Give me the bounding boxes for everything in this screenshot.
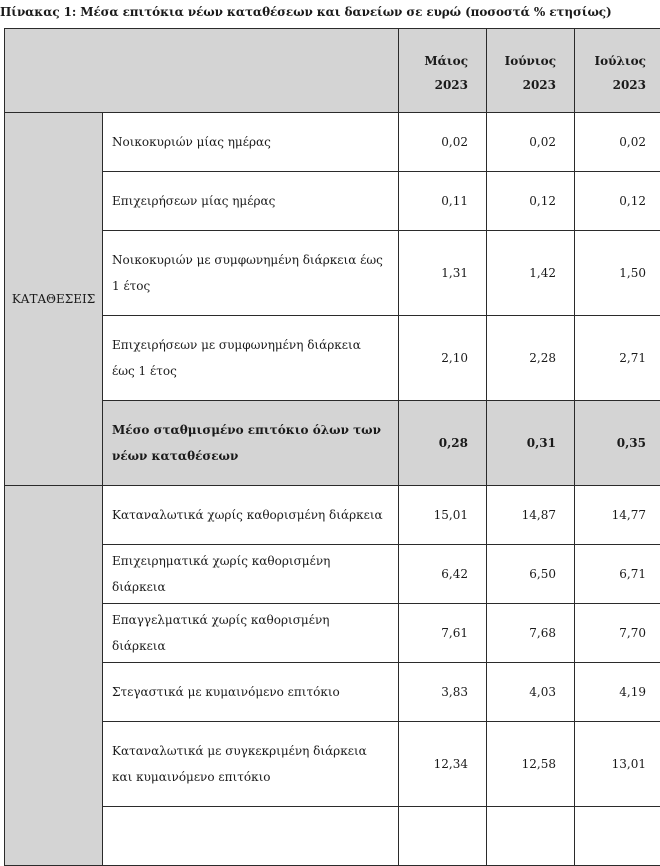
- table-row: [5, 113, 660, 172]
- value-cell: 3,83: [399, 663, 487, 722]
- section-label-deposits: ΚΑΤΑΘΕΣΕΙΣ: [5, 113, 103, 486]
- interest-rates-table: [4, 28, 660, 866]
- table-row: [5, 486, 660, 545]
- value-cell: 2,71: [575, 316, 660, 401]
- value-cell: 7,61: [399, 604, 487, 663]
- value-cell: [487, 807, 575, 866]
- value-cell: 6,50: [487, 545, 575, 604]
- value-cell: 1,50: [575, 231, 660, 316]
- table-caption: Πίνακας 1: Μέσα επιτόκια νέων καταθέσεων και δανείων σε ευρώ (ποσοστά % ετησίως): [0, 5, 660, 19]
- total-label: Μέσο σταθμισμένο επιτόκιο όλων των νέων καταθέσεων: [103, 401, 399, 486]
- row-label: Καταναλωτικά με συγκεκριμένη διάρκεια και κυμαινόμενο επιτόκιο: [103, 722, 399, 807]
- value-cell: 0,11: [399, 172, 487, 231]
- row-label: Καταναλωτικά χωρίς καθορισμένη διάρκεια: [103, 486, 399, 545]
- row-label: Στεγαστικά με κυμαινόμενο επιτόκιο: [103, 663, 399, 722]
- row-label: Επιχειρήσεων μίας ημέρας: [103, 172, 399, 231]
- table-row: [5, 231, 660, 316]
- section-label-loans: [5, 486, 103, 866]
- row-label: Νοικοκυριών μίας ημέρας: [103, 113, 399, 172]
- table-row: [5, 722, 660, 807]
- total-row: [5, 401, 660, 486]
- value-cell: 6,71: [575, 545, 660, 604]
- column-year-label: 2023: [399, 73, 468, 97]
- value-cell: 0,02: [487, 113, 575, 172]
- header-blank-cell: [5, 29, 399, 113]
- table-row: [5, 316, 660, 401]
- value-cell: 4,19: [575, 663, 660, 722]
- value-cell: 2,28: [487, 316, 575, 401]
- value-cell: 0,12: [575, 172, 660, 231]
- value-cell: 7,68: [487, 604, 575, 663]
- row-label: Επιχειρηματικά χωρίς καθορισμένη διάρκεια: [103, 545, 399, 604]
- value-cell: 12,58: [487, 722, 575, 807]
- value-cell: 4,03: [487, 663, 575, 722]
- row-label: Νοικοκυριών με συμφωνημένη διάρκεια έως 1 έτος: [103, 231, 399, 316]
- row-label: Επιχειρήσεων με συμφωνημένη διάρκεια έως 1 έτος: [103, 316, 399, 401]
- value-cell: 13,01: [575, 722, 660, 807]
- value-cell: 12,34: [399, 722, 487, 807]
- value-cell: 0,02: [575, 113, 660, 172]
- column-year-label: 2023: [575, 73, 646, 97]
- table-row: [5, 545, 660, 604]
- column-month-label: Μάιος: [399, 49, 468, 73]
- value-cell: 14,77: [575, 486, 660, 545]
- table-row: [5, 604, 660, 663]
- column-header-july: [575, 29, 660, 113]
- column-header-june: [487, 29, 575, 113]
- header-row: [5, 29, 660, 113]
- value-cell: 0,12: [487, 172, 575, 231]
- total-value-cell: 0,35: [575, 401, 660, 486]
- column-header-may: [399, 29, 487, 113]
- table-row: [5, 807, 660, 866]
- row-label: Επαγγελματικά χωρίς καθορισμένη διάρκεια: [103, 604, 399, 663]
- row-label: [103, 807, 399, 866]
- value-cell: 1,31: [399, 231, 487, 316]
- value-cell: [575, 807, 660, 866]
- value-cell: 2,10: [399, 316, 487, 401]
- table-row: [5, 172, 660, 231]
- value-cell: [399, 807, 487, 866]
- total-value-cell: 0,28: [399, 401, 487, 486]
- table-row: [5, 663, 660, 722]
- column-year-label: 2023: [487, 73, 556, 97]
- value-cell: 14,87: [487, 486, 575, 545]
- value-cell: 7,70: [575, 604, 660, 663]
- value-cell: 6,42: [399, 545, 487, 604]
- value-cell: 1,42: [487, 231, 575, 316]
- column-month-label: Ιούλιος: [575, 49, 646, 73]
- value-cell: 0,02: [399, 113, 487, 172]
- total-value-cell: 0,31: [487, 401, 575, 486]
- value-cell: 15,01: [399, 486, 487, 545]
- column-month-label: Ιούνιος: [487, 49, 556, 73]
